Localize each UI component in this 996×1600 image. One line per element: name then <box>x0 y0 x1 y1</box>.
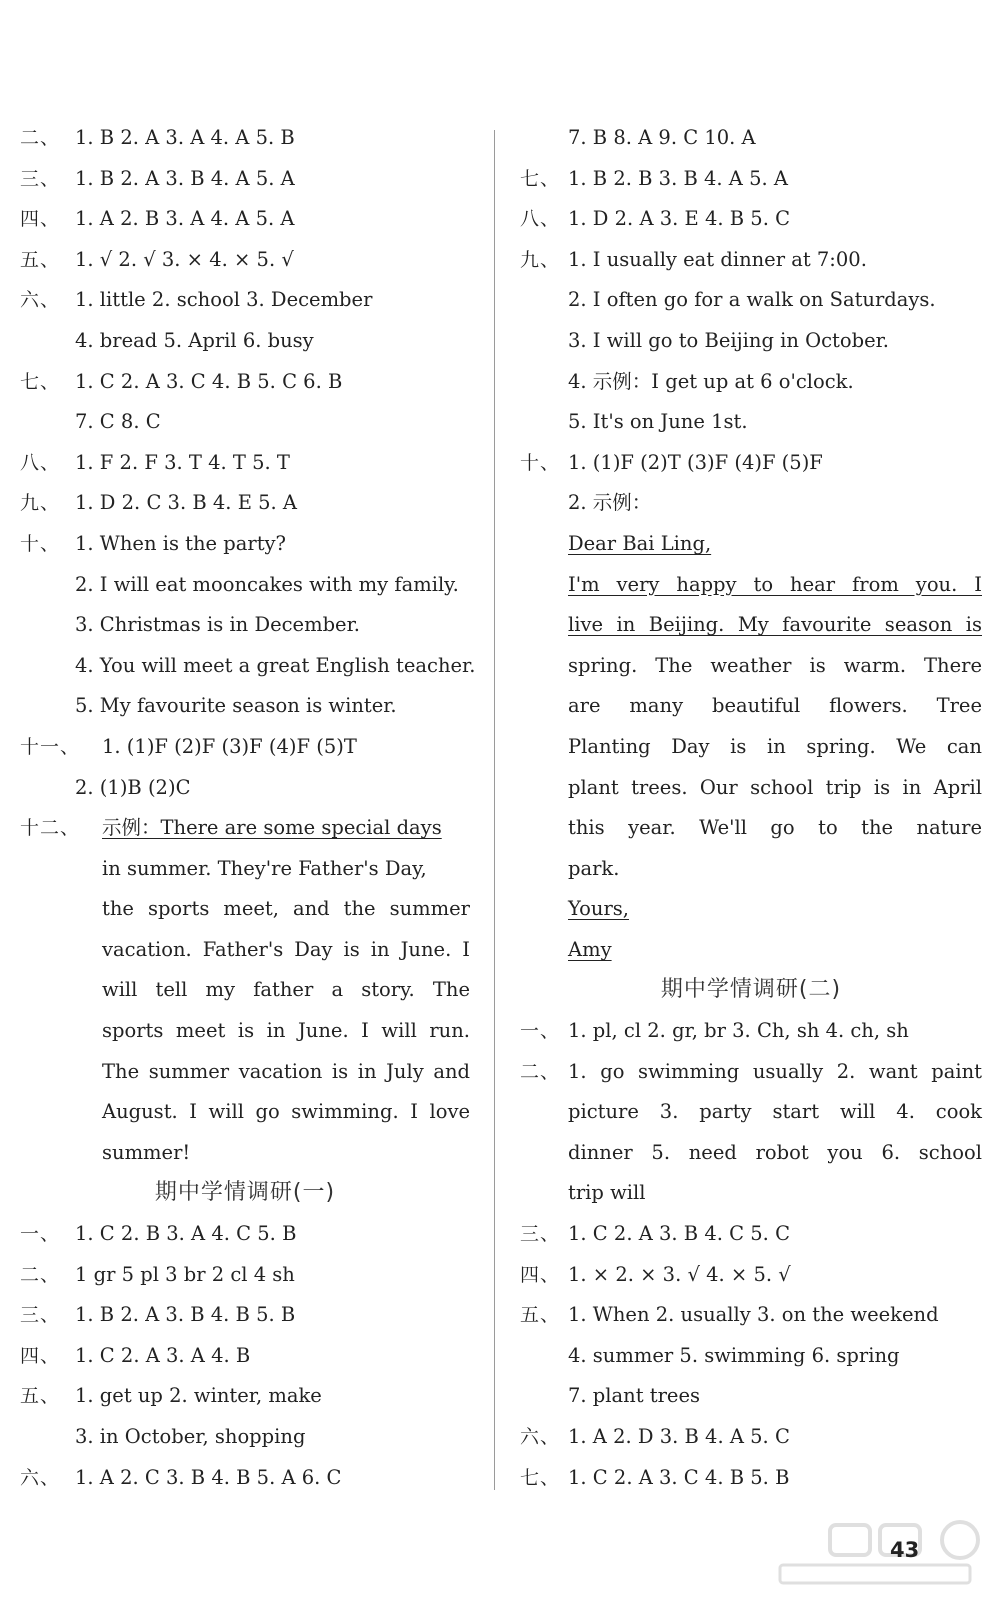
answer-line <box>520 321 982 362</box>
answer-line <box>20 646 476 687</box>
answer-line <box>20 280 470 321</box>
answer-line <box>520 727 982 768</box>
answer-line <box>20 727 470 768</box>
answer-text: 4. summer 5. swimming 6. spring <box>568 1343 900 1367</box>
question-number: 三、 <box>20 167 61 190</box>
question-number: 七、 <box>520 1466 561 1489</box>
question-number: 十二、 <box>20 817 81 840</box>
answer-line <box>520 1092 982 1133</box>
answer-text: 1. A 2. B 3. A 4. A 5. A <box>75 207 295 231</box>
watermark-logo <box>760 1505 990 1595</box>
question-number: 四、 <box>20 208 61 231</box>
answer-text: I'm very happy to hear from you. I <box>568 572 982 596</box>
page-number: 43 <box>890 1538 920 1562</box>
answer-line <box>520 1255 982 1296</box>
answer-line <box>520 118 982 159</box>
question-number: 十一、 <box>20 735 81 758</box>
answer-text: 1. C 2. B 3. A 4. C 5. B <box>75 1222 297 1246</box>
column-divider <box>494 130 495 1490</box>
question-number: 六、 <box>20 1466 61 1489</box>
answer-line <box>20 402 470 443</box>
answer-text: 7. B 8. A 9. C 10. A <box>568 126 756 149</box>
answer-text: 1. little 2. school 3. December <box>75 288 373 312</box>
answer-line <box>20 199 470 240</box>
answer-text: Planting Day is in spring. We can <box>568 734 982 758</box>
section-heading: 期中学情调研(二) <box>660 977 842 1003</box>
answer-text: plant trees. Our school trip is in April <box>568 775 982 799</box>
answer-line <box>520 1295 982 1336</box>
question-number: 三、 <box>20 1304 61 1327</box>
answer-line <box>20 1295 470 1336</box>
answer-text: 1. C 2. A 3. B 4. C 5. C <box>568 1222 790 1246</box>
answer-line <box>520 849 982 890</box>
answer-text: 2. I will eat mooncakes with my family. <box>75 572 459 596</box>
question-number: 二、 <box>520 1060 561 1083</box>
answer-line <box>20 930 470 971</box>
question-number: 十、 <box>20 532 61 555</box>
answer-text: 4. bread 5. April 6. busy <box>75 328 314 352</box>
answer-line <box>20 686 470 727</box>
answer-text: The summer vacation is in July and <box>102 1059 470 1083</box>
answer-text: 1. B 2. B 3. B 4. A 5. A <box>568 166 788 190</box>
answer-text: 1. get up 2. winter, make <box>75 1384 322 1408</box>
answer-text: Dear Bai Ling, <box>568 531 712 555</box>
question-number: 四、 <box>520 1263 561 1286</box>
answer-line <box>20 849 470 890</box>
answer-text: 1. F 2. F 3. T 4. T 5. T <box>75 450 290 474</box>
answer-line <box>20 1092 470 1133</box>
answer-line <box>520 808 982 849</box>
answer-line <box>520 240 982 281</box>
answer-text: 4. You will meet a great English teacher. <box>75 653 476 677</box>
answer-text: 1. √ 2. √ 3. × 4. × 5. √ <box>75 247 294 271</box>
question-number: 一、 <box>520 1020 561 1043</box>
answer-line <box>20 321 470 362</box>
question-number: 九、 <box>20 492 61 515</box>
question-number: 十、 <box>520 451 561 474</box>
answer-line <box>520 768 982 809</box>
answer-line <box>20 443 470 484</box>
answer-line <box>520 1133 982 1174</box>
answer-text: 1. pl, cl 2. gr, br 3. Ch, sh 4. ch, sh <box>568 1019 909 1043</box>
answer-line <box>520 889 982 930</box>
answer-text: 示例：There are some special days <box>102 816 442 840</box>
question-number: 五、 <box>20 1385 61 1408</box>
answer-line <box>20 970 470 1011</box>
question-number: 六、 <box>520 1426 561 1448</box>
answer-line <box>520 1173 982 1214</box>
answer-line <box>520 362 982 403</box>
question-number: 二、 <box>20 127 61 149</box>
answer-line <box>20 1458 470 1499</box>
answer-text: dinner 5. need robot you 6. school <box>568 1140 982 1164</box>
question-number: 四、 <box>20 1344 61 1367</box>
answer-text: 3. I will go to Beijing in October. <box>568 328 890 352</box>
answer-text: 1. B 2. A 3. B 4. A 5. A <box>75 166 295 190</box>
answer-text: 7. C 8. C <box>75 410 161 434</box>
question-number: 九、 <box>520 248 561 271</box>
answer-text: 1. C 2. A 3. C 4. B 5. C 6. B <box>75 369 343 393</box>
answer-line <box>20 524 470 565</box>
answer-line <box>20 362 470 403</box>
question-number: 二、 <box>20 1263 61 1286</box>
answer-text: 1. (1)F (2)F (3)F (4)F (5)T <box>102 734 357 758</box>
answer-text: August. I will go swimming. I love <box>102 1100 470 1124</box>
answer-text: 3. in October, shopping <box>75 1425 306 1448</box>
answer-text: 1. When is the party? <box>75 531 287 555</box>
answer-text: Yours, <box>568 897 630 921</box>
answer-text: picture 3. party start will 4. cook <box>568 1100 982 1124</box>
answer-line <box>20 808 470 849</box>
answer-text: are many beautiful flowers. Tree <box>568 694 982 718</box>
answer-line <box>520 1458 982 1499</box>
question-number: 六、 <box>20 289 61 312</box>
question-number: 五、 <box>520 1304 561 1327</box>
section-heading: 期中学情调研(一) <box>154 1180 336 1206</box>
answer-line <box>20 1336 470 1377</box>
answer-line <box>520 1376 982 1417</box>
question-number: 八、 <box>20 451 61 474</box>
answer-text: this year. We'll go to the nature <box>568 816 982 840</box>
answer-line <box>20 240 470 281</box>
answer-text: vacation. Father's Day is in June. I <box>102 937 470 961</box>
answer-text: in summer. They're Father's Day, <box>102 856 427 880</box>
answer-text: 1. B 2. A 3. B 4. B 5. B <box>75 1303 296 1327</box>
question-number: 一、 <box>20 1223 61 1246</box>
answer-line <box>20 565 470 606</box>
answer-line <box>520 280 982 321</box>
answer-line <box>520 1011 982 1052</box>
answer-text: Amy <box>568 937 612 961</box>
answer-line <box>20 159 470 200</box>
answer-text: park. <box>568 856 620 880</box>
question-number: 八、 <box>520 208 561 231</box>
answer-text: summer! <box>102 1140 191 1164</box>
answer-text: 1. C 2. A 3. A 4. B <box>75 1343 251 1367</box>
answer-line <box>520 930 982 971</box>
answer-text: 1. C 2. A 3. C 4. B 5. B <box>568 1465 790 1489</box>
answer-line <box>20 605 470 646</box>
answer-text: live in Beijing. My favourite season is <box>568 613 982 637</box>
answer-text: 1. I usually eat dinner at 7:00. <box>568 247 867 271</box>
answer-line <box>520 159 982 200</box>
question-number: 五、 <box>20 248 61 271</box>
answer-text: 3. Christmas is in December. <box>75 613 360 637</box>
answer-line <box>20 889 470 930</box>
answer-line <box>20 1052 470 1093</box>
answer-text: 1. B 2. A 3. A 4. A 5. B <box>75 126 295 149</box>
answer-text: 1 gr 5 pl 3 br 2 cl 4 sh <box>75 1262 295 1286</box>
answer-line <box>520 1417 982 1458</box>
answer-text: 5. My favourite season is winter. <box>75 694 397 718</box>
answer-text: 2. 示例： <box>568 491 652 515</box>
answer-text: trip will <box>568 1181 646 1205</box>
answer-text: 5. It's on June 1st. <box>568 410 748 434</box>
answer-text: 1. D 2. A 3. E 4. B 5. C <box>568 207 791 231</box>
answer-line <box>20 1133 470 1174</box>
answer-text: 1. When 2. usually 3. on the weekend <box>568 1303 939 1327</box>
answer-line <box>520 1052 982 1093</box>
answer-text: 1. A 2. D 3. B 4. A 5. C <box>568 1425 790 1448</box>
answer-text: will tell my father a story. The <box>102 978 470 1002</box>
answer-text: spring. The weather is warm. There <box>568 653 982 677</box>
answer-line <box>20 1417 470 1458</box>
answer-line <box>20 1376 470 1417</box>
answer-text: sports meet is in June. I will run. <box>102 1019 470 1043</box>
answer-line <box>520 565 982 606</box>
answer-line <box>20 483 470 524</box>
answer-line <box>520 402 982 443</box>
left-column <box>20 118 476 1498</box>
answer-line <box>20 118 470 159</box>
answer-text: 1. D 2. C 3. B 4. E 5. A <box>75 491 298 515</box>
answer-text: 2. I often go for a walk on Saturdays. <box>568 288 936 312</box>
right-column <box>520 118 982 1498</box>
answer-line <box>20 1255 470 1296</box>
answer-text: 7. plant trees <box>568 1384 700 1408</box>
answer-text: 1. A 2. C 3. B 4. B 5. A 6. C <box>75 1465 342 1489</box>
answer-line <box>520 1336 982 1377</box>
answer-line <box>20 1011 470 1052</box>
answer-line <box>520 443 982 484</box>
answer-line <box>20 768 470 809</box>
answer-line <box>520 605 982 646</box>
question-number: 三、 <box>520 1223 561 1246</box>
answer-text: the sports meet, and the summer <box>102 897 470 921</box>
answer-text: 2. (1)B (2)C <box>75 775 191 799</box>
answer-line <box>520 524 982 565</box>
answer-text: 1. go swimming usually 2. want paint <box>568 1059 982 1083</box>
answer-line <box>520 483 982 524</box>
answer-line <box>520 646 982 687</box>
question-number: 七、 <box>520 167 561 190</box>
answer-text: 1. × 2. × 3. √ 4. × 5. √ <box>568 1262 791 1286</box>
answer-line <box>520 686 982 727</box>
answer-line <box>520 1214 982 1255</box>
answer-text: 4. 示例：I get up at 6 o'clock. <box>568 369 854 393</box>
answer-line <box>520 199 982 240</box>
answer-text: 1. (1)F (2)T (3)F (4)F (5)F <box>568 450 823 474</box>
answer-line <box>20 1214 470 1255</box>
question-number: 七、 <box>20 370 61 393</box>
